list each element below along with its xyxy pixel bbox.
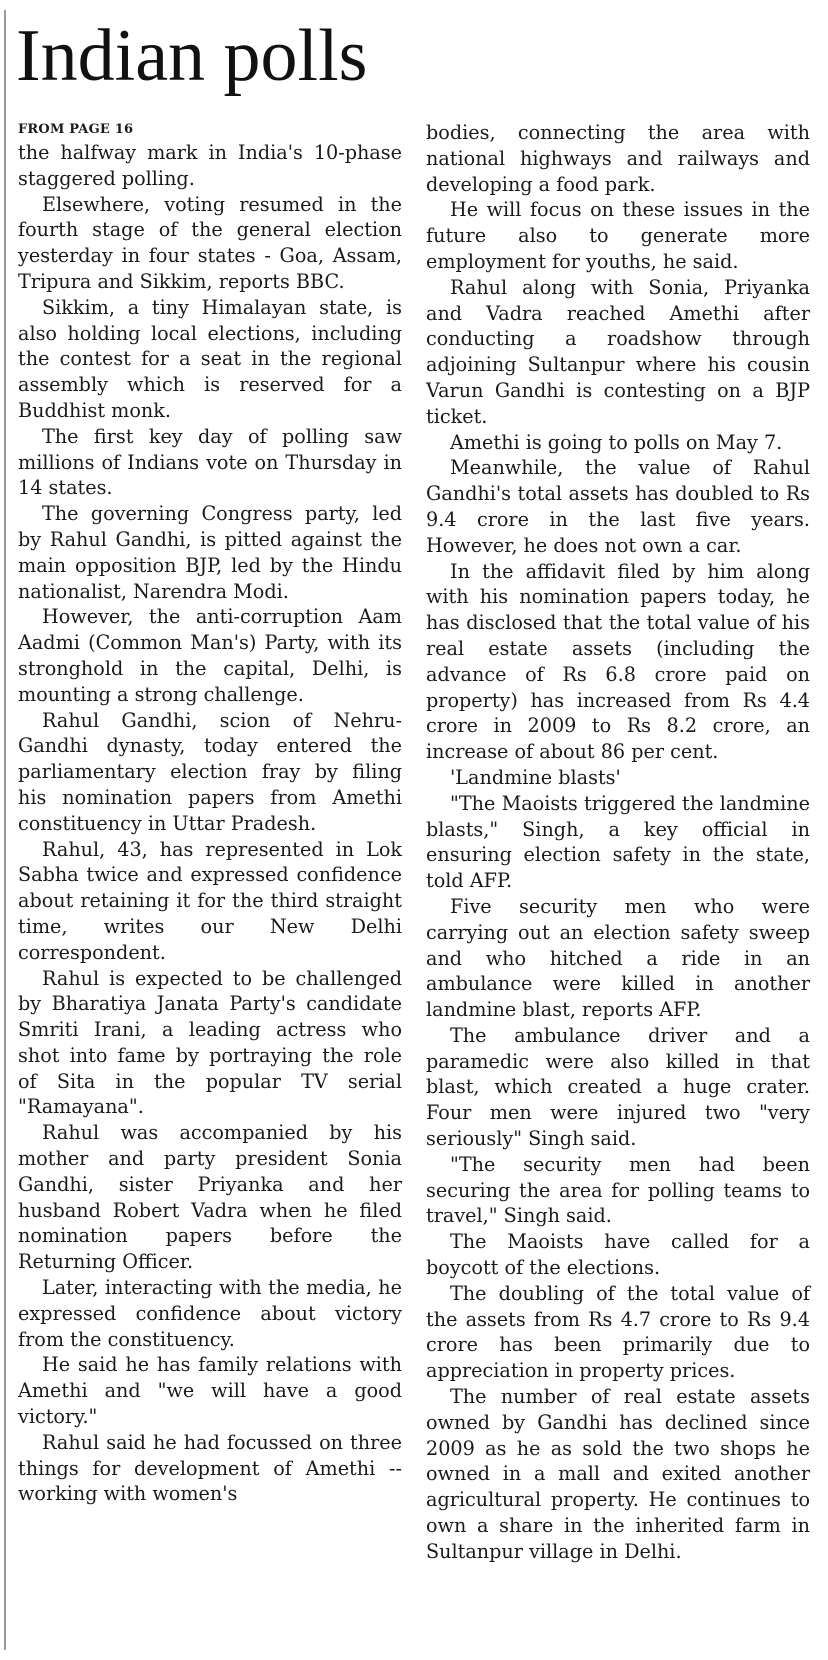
left-column-rule (4, 10, 6, 1650)
paragraph: "The security men had been securing the area for polling teams to travel," Singh said. (426, 1152, 810, 1228)
paragraph: Sikkim, a tiny Himalayan state, is also holding local elections, including the contest for a seat in the regional assembly which is reserved for a Buddhist monk. (18, 295, 402, 422)
paragraph: the halfway mark in India's 10-phase staggered polling. (18, 141, 402, 190)
paragraph: "The Maoists triggered the landmine blasts," Singh, a key official in ensuring election safety in the state, told AFP. (426, 791, 810, 893)
paragraph: The Maoists have called for a boycott of the elections. (426, 1230, 810, 1280)
paragraph: He will focus on these issues in the future also to generate more employment for youths, he said. (426, 198, 810, 273)
article-headline: Indian polls (16, 15, 368, 97)
paragraph: Rahul was accompanied by his mother and party president Sonia Gandhi, sister Priyanka and her husband Robert Vadra when he filed nomination papers before the Returning Officer. (18, 1121, 402, 1274)
left-text-column (18, 120, 402, 1507)
paragraph: Rahul, 43, has represented in Lok Sabha twice and expressed confidence about retaining it for the third straight time, writes our New Delhi correspondent. (18, 837, 402, 964)
subheading: 'Landmine blasts' (450, 765, 621, 789)
paragraph: He said he has family relations with Amethi and "we will have a good victory." (18, 1353, 402, 1429)
paragraph: The doubling of the total value of the assets from Rs 4.7 crore to Rs 9.4 crore has been primarily due to appreciation in property prices. (426, 1281, 810, 1383)
paragraph: bodies, connecting the area with national highways and railways and developing a food park. (426, 121, 810, 196)
paragraph: Elsewhere, voting resumed in the fourth stage of the general election yesterday in four states - Goa, Assam, Tripura and Sikkim, reports BBC. (18, 192, 402, 293)
paragraph: The governing Congress party, led by Rahul Gandhi, is pitted against the main opposition BJP, led by the Hindu nationalist, Narendra Modi. (18, 502, 402, 603)
paragraph: Five security men who were carrying out an election safety sweep and who hitched a ride in an ambulance were killed in another landmine blast, reports AFP. (426, 894, 810, 1022)
paragraph: The number of real estate assets owned by Gandhi has declined since 2009 as he as sold the two shops he owned in a mall and exited another agricultural property. He continues to own a share in the inherited farm in Sultanpur village in Delhi. (426, 1385, 810, 1563)
paragraph: The ambulance driver and a paramedic were also killed in that blast, which created a huge crater. Four men were injured two "very seriously" Singh said. (426, 1023, 810, 1151)
paragraph: Meanwhile, the value of Rahul Gandhi's total assets has doubled to Rs 9.4 crore in the last five years. However, he does not own a car. (426, 456, 810, 557)
paragraph: In the affidavit filed by him along with his nomination papers today, he has disclosed that the total value of his real estate assets (including the advance of Rs 6.8 crore paid on property) has increased from Rs 4.4 crore in 2009 to Rs 8.2 crore, an increase of about 86 per cent. (426, 559, 810, 764)
paragraph: However, the anti-corruption Aam Aadmi (Common Man's) Party, with its stronghold in the capital, Delhi, is mounting a strong challenge. (18, 605, 402, 706)
paragraph: Later, interacting with the media, he expressed confidence about victory from the constituency. (18, 1276, 402, 1351)
paragraph: Rahul is expected to be challenged by Bharatiya Janata Party's candidate Smriti Irani, a leading actress who shot into fame by portraying the role of Sita in the popular TV serial "Ramayana". (18, 966, 402, 1119)
paragraph: Rahul said he had focussed on three things for development of Amethi -- working with women's (18, 1430, 402, 1506)
paragraph: Rahul along with Sonia, Priyanka and Vadra reached Amethi after conducting a roadshow through adjoining Sultanpur where his cousin Varun Gandhi is contesting on a BJP ticket. (426, 275, 810, 428)
paragraph: The first key day of polling saw millions of Indians vote on Thursday in 14 states. (18, 424, 402, 500)
paragraph: Rahul Gandhi, scion of Nehru-Gandhi dynasty, today entered the parliamentary election fray by filing his nomination papers from Amethi constituency in Uttar Pradesh. (18, 708, 402, 835)
right-text-column (426, 120, 810, 1565)
paragraph: Amethi is going to polls on May 7. (450, 430, 783, 454)
continued-from-label: FROM PAGE 16 (18, 122, 134, 137)
